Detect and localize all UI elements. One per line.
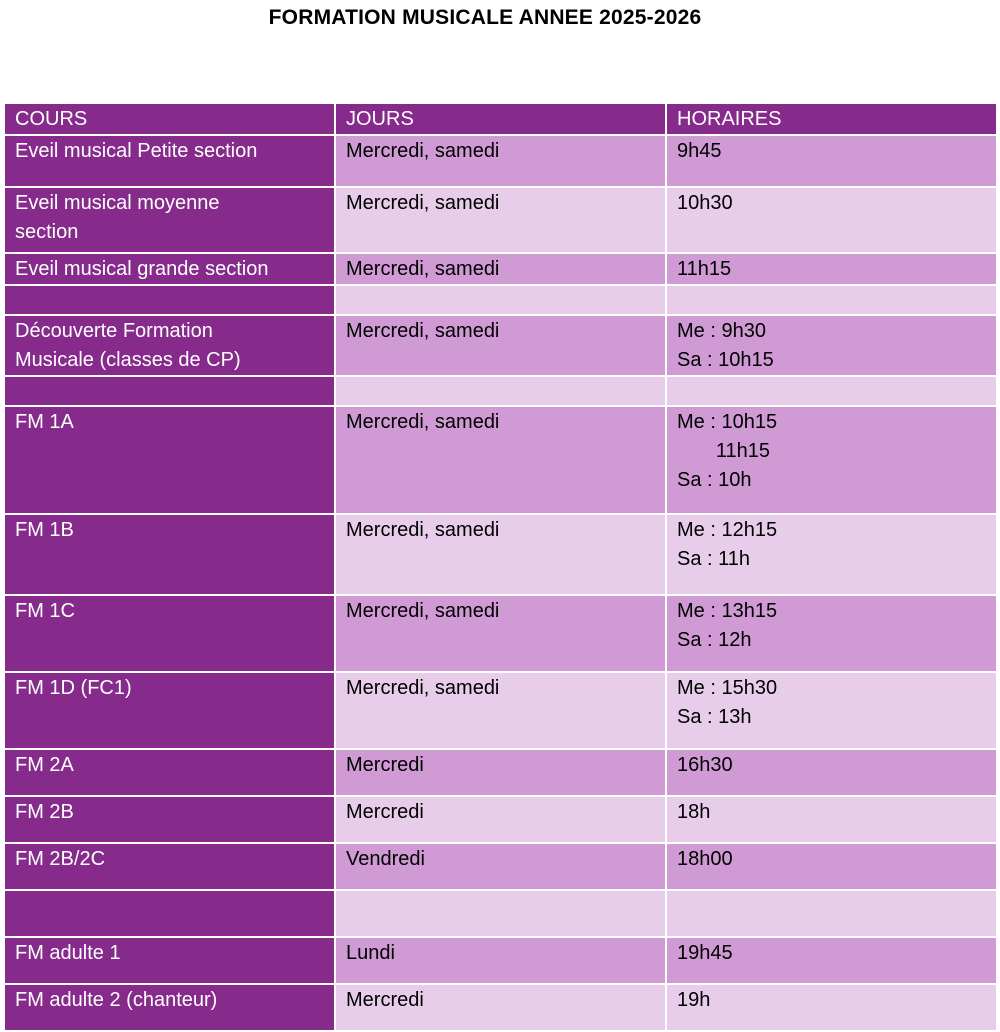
cell-line: Eveil musical Petite section (15, 140, 258, 162)
cell-cours (4, 285, 335, 315)
cell-horaires (666, 187, 997, 253)
cell-line: FM 1D (FC1) (15, 677, 132, 699)
cell-cours (4, 187, 335, 253)
cell-jours (335, 187, 666, 253)
cell-jours (335, 984, 666, 1031)
cell-cours (4, 376, 335, 406)
cell-cours (4, 937, 335, 984)
cell-line: Me : 15h30 (677, 677, 778, 699)
cell-line: Vendredi (346, 848, 425, 870)
cell-cours (4, 672, 335, 749)
cell-jours (335, 890, 666, 937)
table-row (4, 890, 997, 937)
cell-horaires (666, 796, 997, 843)
cell-line: FM 1A (15, 411, 74, 433)
table-row (4, 253, 997, 285)
cell-cours (4, 514, 335, 595)
cell-line: FM 2A (15, 754, 74, 776)
table-row (4, 984, 997, 1031)
cell-line: 19h (677, 989, 711, 1011)
cell-jours (335, 595, 666, 672)
cell-line: Musicale (classes de CP) (15, 349, 241, 371)
cell-line: Mercredi (346, 989, 424, 1011)
page-title: FORMATION MUSICALE ANNEE 2025-2026 (268, 6, 702, 29)
cell-line: Mercredi, samedi (346, 519, 500, 541)
cell-line: Mercredi, samedi (346, 192, 500, 214)
cell-line: 11h15 (677, 258, 732, 280)
table-row (4, 595, 997, 672)
cell-horaires (666, 595, 997, 672)
cell-jours (335, 253, 666, 285)
table-row (4, 796, 997, 843)
cell-cours (4, 595, 335, 672)
cell-line: Sa : 12h (677, 629, 752, 651)
table-row (4, 376, 997, 406)
table-row (4, 672, 997, 749)
cell-cours (4, 843, 335, 890)
cell-cours (4, 135, 335, 187)
cell-line: 11h15 (677, 440, 771, 462)
header-row (4, 103, 997, 135)
cell-line: Mercredi, samedi (346, 677, 500, 699)
schedule-body (4, 135, 997, 1031)
cell-cours (4, 406, 335, 514)
cell-cours (4, 796, 335, 843)
cell-jours (335, 376, 666, 406)
cell-horaires (666, 135, 997, 187)
cell-line: Eveil musical moyenne (15, 192, 220, 214)
table-row (4, 187, 997, 253)
cell-jours (335, 672, 666, 749)
cell-horaires (666, 672, 997, 749)
cell-horaires (666, 253, 997, 285)
cell-jours (335, 135, 666, 187)
cell-horaires (666, 514, 997, 595)
cell-cours (4, 984, 335, 1031)
cell-line: Sa : 10h15 (677, 349, 774, 371)
cell-line: section (15, 221, 79, 243)
cell-horaires (666, 843, 997, 890)
cell-jours (335, 406, 666, 514)
table-row (4, 937, 997, 984)
cell-cours (4, 749, 335, 796)
cell-line: Me : 12h15 (677, 519, 778, 541)
schedule-table (3, 102, 998, 1032)
cell-line: 18h (677, 801, 711, 823)
cell-horaires (666, 937, 997, 984)
cell-horaires (666, 376, 997, 406)
cell-line: 18h00 (677, 848, 733, 870)
cell-line: FM 2B/2C (15, 848, 106, 870)
cell-jours (335, 843, 666, 890)
cell-line: Me : 13h15 (677, 600, 778, 622)
cell-horaires (666, 315, 997, 376)
cell-line: Mercredi (346, 801, 424, 823)
table-row (4, 135, 997, 187)
cell-line: FM adulte 1 (15, 942, 121, 964)
cell-line: FM 1C (15, 600, 75, 622)
cell-line: Mercredi, samedi (346, 140, 500, 162)
header-horaires: HORAIRES (666, 103, 997, 135)
cell-line: Sa : 11h (677, 548, 751, 570)
cell-line: Mercredi (346, 754, 424, 776)
cell-jours (335, 514, 666, 595)
table-row (4, 749, 997, 796)
cell-jours (335, 315, 666, 376)
table-row (4, 315, 997, 376)
cell-line: Me : 10h15 (677, 411, 778, 433)
cell-cours (4, 890, 335, 937)
header-cours: COURS (4, 103, 335, 135)
cell-jours (335, 285, 666, 315)
cell-line: Lundi (346, 942, 395, 964)
table-row (4, 285, 997, 315)
cell-line: 19h45 (677, 942, 733, 964)
cell-jours (335, 749, 666, 796)
cell-line: Mercredi, samedi (346, 258, 500, 280)
cell-line: 16h30 (677, 754, 733, 776)
table-row (4, 514, 997, 595)
cell-line: Sa : 10h (677, 469, 752, 491)
cell-line: FM adulte 2 (chanteur) (15, 989, 218, 1011)
cell-jours (335, 796, 666, 843)
cell-line: FM 2B (15, 801, 74, 823)
cell-line: Eveil musical grande section (15, 258, 269, 280)
cell-line: Mercredi, samedi (346, 411, 500, 433)
cell-line: Me : 9h30 (677, 320, 766, 342)
cell-line: Découverte Formation (15, 320, 213, 342)
cell-horaires (666, 890, 997, 937)
cell-cours (4, 253, 335, 285)
cell-horaires (666, 406, 997, 514)
cell-jours (335, 937, 666, 984)
cell-line: Mercredi, samedi (346, 320, 500, 342)
table-row (4, 843, 997, 890)
cell-horaires (666, 749, 997, 796)
table-row (4, 406, 997, 514)
header-jours: JOURS (335, 103, 666, 135)
cell-line: Sa : 13h (677, 706, 752, 728)
cell-line: 10h30 (677, 192, 733, 214)
cell-line: 9h45 (677, 140, 722, 162)
cell-horaires (666, 984, 997, 1031)
cell-cours (4, 315, 335, 376)
cell-line: Mercredi, samedi (346, 600, 500, 622)
cell-horaires (666, 285, 997, 315)
cell-line: FM 1B (15, 519, 74, 541)
